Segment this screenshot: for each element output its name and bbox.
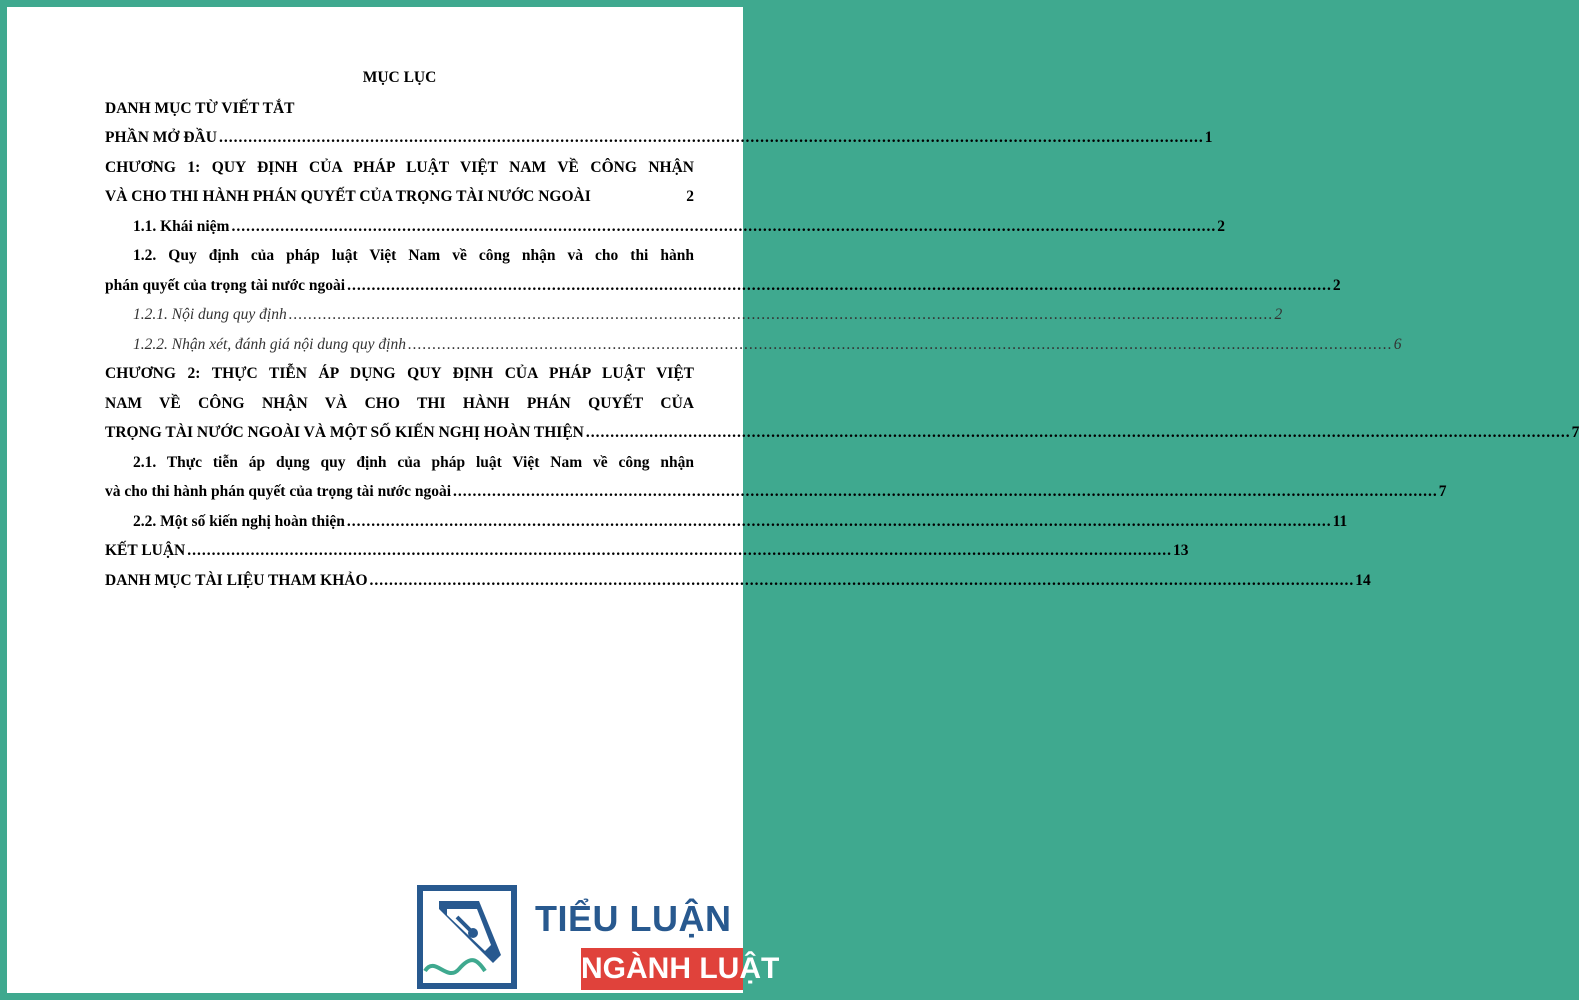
logo-text-top: TIỂU LUẬN: [535, 898, 732, 939]
toc-entry-abbreviations[interactable]: [105, 94, 694, 124]
toc-entry-2-2[interactable]: [105, 507, 1348, 537]
fountain-pen-nib-icon: [417, 885, 517, 989]
toc-entry-intro[interactable]: [105, 123, 1213, 153]
toc-entry-1-2-2[interactable]: [105, 330, 1402, 360]
toc-entry-label-line2: NAM VỀ CÔNG NHẬN VÀ CHO THI HÀNH PHÁN QUYẾT CỦA: [105, 394, 694, 412]
leader-dots: [231, 212, 1216, 242]
toc-page-number: 14: [1355, 571, 1371, 589]
toc-entry-chapter-2[interactable]: [105, 359, 1579, 448]
logo-text-bottom: NGÀNH LUẬT: [581, 948, 743, 990]
toc-entry-label-line1: CHƯƠNG 2: THỰC TIỄN ÁP DỤNG QUY ĐỊNH CỦA PHÁP LUẬT VIỆT: [105, 365, 694, 382]
leader-dots: [453, 477, 1438, 507]
toc-entry-label: DANH MỤC TÀI LIỆU THAM KHẢO: [105, 571, 368, 589]
toc-entry-2-1[interactable]: [105, 448, 1447, 507]
toc-page-number: 13: [1173, 542, 1189, 559]
toc-entry-label-line1: CHƯƠNG 1: QUY ĐỊNH CỦA PHÁP LUẬT VIỆT NAM VỀ CÔNG NHẬN: [105, 158, 694, 176]
toc-page-number: 11: [1332, 512, 1348, 530]
toc-title: MỤC LỤC: [362, 69, 437, 86]
leader-dots: [347, 507, 1332, 537]
toc-entry-label-line3: TRỌNG TÀI NƯỚC NGOÀI VÀ MỘT SỐ KIẾN NGHỊ HOÀN THIỆN: [105, 424, 584, 441]
toc-entry-label: KẾT LUẬN: [105, 542, 186, 559]
toc-entry-label-line2: VÀ CHO THI HÀNH PHÁN QUYẾT CỦA TRỌNG TÀI NƯỚC NGOÀI: [105, 188, 591, 205]
toc-entry-label: 1.1. Khái niệm: [133, 217, 230, 235]
toc-page-number: 6: [1393, 335, 1402, 353]
table-of-contents: [105, 63, 1579, 595]
toc-page-number: 2: [1332, 276, 1341, 294]
toc-entry-label-line2: phán quyết của trọng tài nước ngoài: [105, 276, 346, 294]
leader-dots: [586, 418, 1571, 448]
toc-page-number: 2: [686, 188, 694, 205]
document-page: [7, 7, 1579, 993]
leader-dots: [347, 271, 1332, 301]
leader-dots: [370, 566, 1355, 596]
toc-entry-label-line2: và cho thi hành phán quyết của trọng tài nước ngoài: [105, 483, 452, 500]
brand-logo: [417, 885, 780, 993]
toc-entry-chapter-1[interactable]: [105, 153, 694, 212]
leader-dots: [289, 300, 1274, 330]
toc-entry-label-line1: 1.2. Quy định của pháp luật Việt Nam về công nhận và cho thi hành: [133, 247, 694, 264]
toc-page-number: 2: [1274, 306, 1283, 323]
toc-entry-conclusion[interactable]: [105, 536, 1189, 566]
toc-page-number: 2: [1217, 217, 1225, 235]
leader-dots: [408, 330, 1393, 360]
toc-entry-label: PHẦN MỞ ĐẦU: [105, 129, 217, 146]
toc-page-number: 7: [1571, 424, 1579, 441]
toc-entry-1-2-1[interactable]: [105, 300, 1283, 330]
toc-entry-1-1[interactable]: [105, 212, 1225, 242]
toc-entry-label: 2.2. Một số kiến nghị hoàn thiện: [133, 512, 345, 530]
toc-entry-label: 1.2.1. Nội dung quy định: [133, 306, 287, 323]
toc-entry-references[interactable]: [105, 566, 1371, 596]
toc-page-number: 7: [1438, 483, 1447, 500]
toc-entry-1-2[interactable]: [105, 241, 1341, 300]
leader-dots: [219, 123, 1204, 153]
toc-entry-label: 1.2.2. Nhận xét, đánh giá nội dung quy định: [133, 335, 406, 353]
toc-entry-label: DANH MỤC TỪ VIẾT TẮT: [105, 99, 295, 117]
toc-page-number: 1: [1204, 129, 1213, 146]
toc-entry-label-line1: 2.1. Thực tiễn áp dụng quy định của pháp luật Việt Nam về công nhận: [133, 453, 694, 471]
leader-dots: [187, 536, 1172, 566]
